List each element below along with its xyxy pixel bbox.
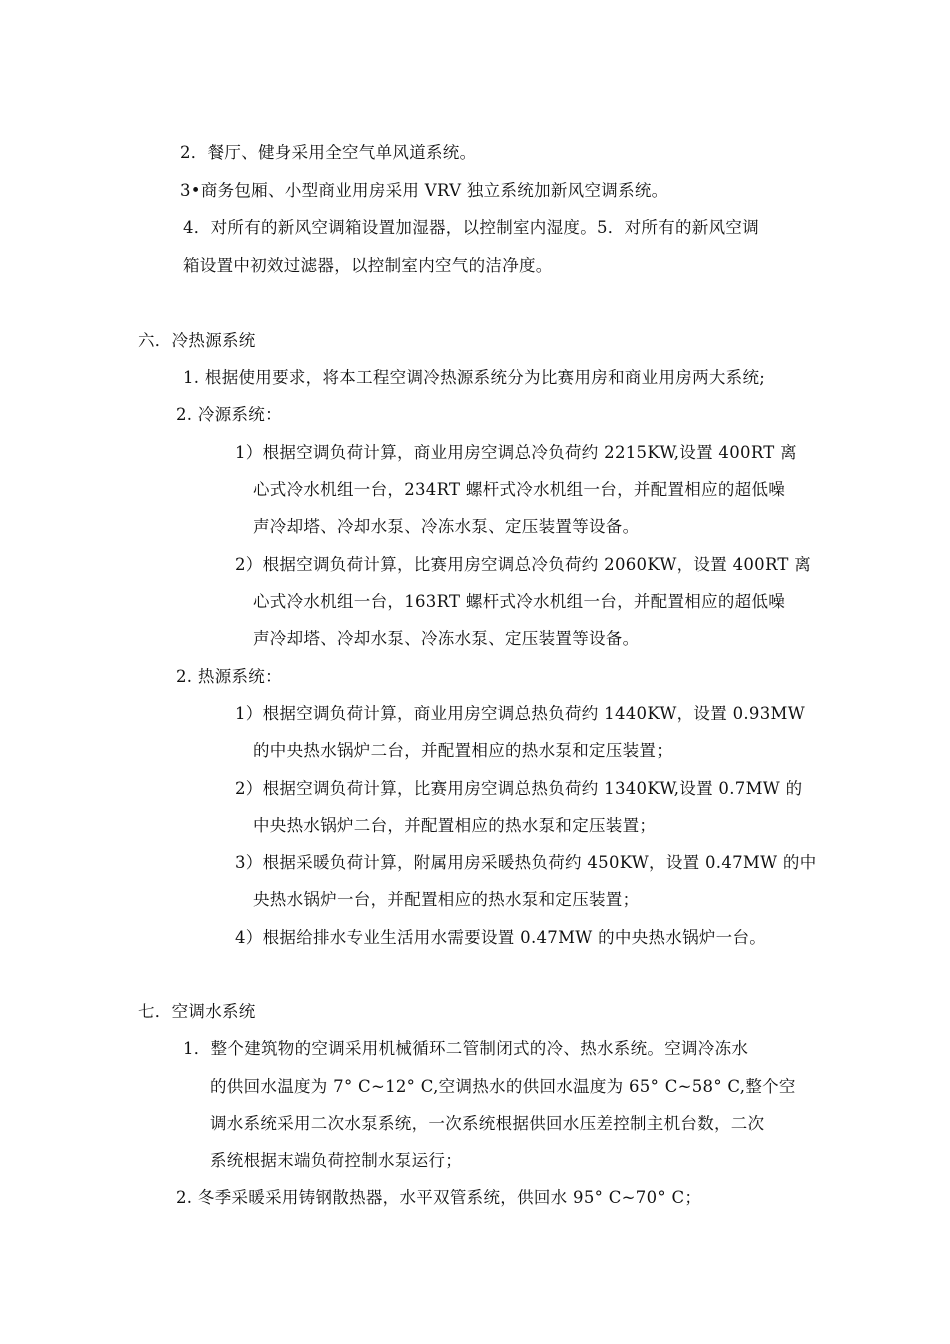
text-line: 声冷却塔、冷却水泵、冷冻水泵、定压装置等设备。: [253, 628, 640, 648]
subsection-heading: 2. 热源系统：: [176, 666, 282, 686]
text-line: 的中央热水锅炉二台，并配置相应的热水泵和定压装置；: [253, 740, 673, 760]
text-line: 央热水锅炉一台，并配置相应的热水泵和定压装置；: [253, 889, 640, 909]
text-line: 箱设置中初效过滤器，以控制室内空气的洁净度。: [183, 255, 553, 275]
section-heading: 七．空调水系统: [138, 1001, 256, 1021]
text-line: 心式冷水机组一台，234RT 螺杆式冷水机组一台，并配置相应的超低噪: [253, 479, 786, 499]
text-line: 调水系统采用二次水泵系统，一次系统根据供回水压差控制主机台数，二次: [210, 1113, 765, 1133]
text-line: 3）根据采暖负荷计算，附属用房采暖热负荷约 450KW，设置 0.47MW 的中: [235, 852, 817, 872]
text-line: 声冷却塔、冷却水泵、冷冻水泵、定压装置等设备。: [253, 516, 640, 536]
text-line: 3•商务包厢、小型商业用房采用 VRV 独立系统加新风空调系统。: [180, 180, 669, 200]
text-line: 2）根据空调负荷计算，比赛用房空调总冷负荷约 2060KW，设置 400RT 离: [235, 554, 812, 574]
text-line: 2）根据空调负荷计算，比赛用房空调总热负荷约 1340KW,设置 0.7MW 的: [235, 778, 803, 798]
section-heading: 六．冷热源系统: [138, 330, 256, 350]
text-line: 1．整个建筑物的空调采用机械循环二管制闭式的冷、热水系统。空调冷冻水: [183, 1038, 749, 1058]
text-line: 1. 根据使用要求，将本工程空调冷热源系统分为比赛用房和商业用房两大系统;: [183, 367, 766, 387]
text-line: 心式冷水机组一台，163RT 螺杆式冷水机组一台，并配置相应的超低噪: [253, 591, 786, 611]
subsection-heading: 2. 冷源系统：: [176, 404, 282, 424]
text-line: 2. 冬季采暖采用铸钢散热器，水平双管系统，供回水 95° C~70° C；: [176, 1187, 702, 1207]
text-line: 1）根据空调负荷计算，商业用房空调总热负荷约 1440KW，设置 0.93MW: [235, 703, 805, 723]
text-line: 4．对所有的新风空调箱设置加湿器，以控制室内湿度。5．对所有的新风空调: [183, 217, 759, 237]
text-line: 2．餐厅、健身采用全空气单风道系统。: [180, 142, 477, 162]
text-line: 的供回水温度为 7° C~12° C,空调热水的供回水温度为 65° C~58° C,整个空: [210, 1076, 796, 1096]
text-line: 4）根据给排水专业生活用水需要设置 0.47MW 的中央热水锅炉一台。: [235, 927, 767, 947]
text-line: 系统根据末端负荷控制水泵运行；: [210, 1150, 462, 1170]
text-line: 中央热水锅炉二台，并配置相应的热水泵和定压装置；: [253, 815, 657, 835]
text-line: 1）根据空调负荷计算，商业用房空调总冷负荷约 2215KW,设置 400RT 离: [235, 442, 797, 462]
